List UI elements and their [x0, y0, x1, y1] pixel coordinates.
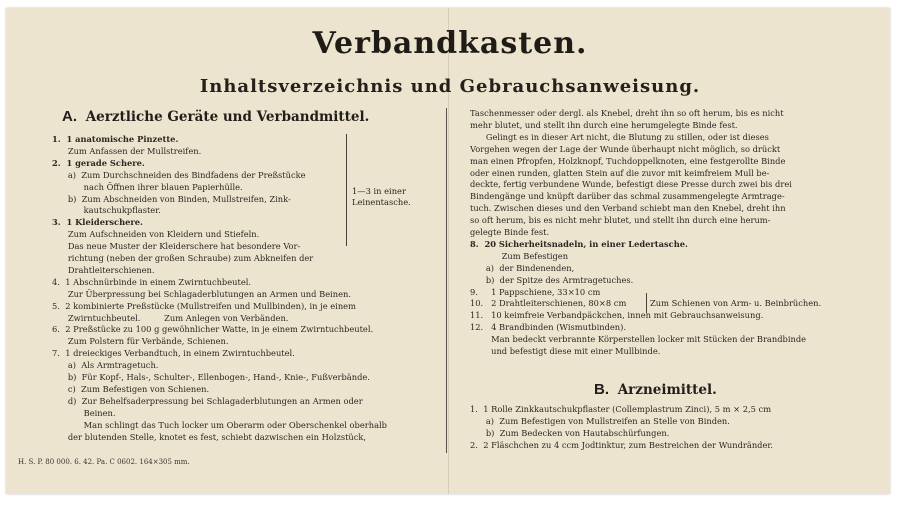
document-subtitle: Inhaltsverzeichnis und Gebrauchsanweisung. — [199, 76, 701, 97]
brace-note-splints: Zum Schienen von Arm- u. Beinbrüchen. — [650, 298, 822, 308]
text-line: Man schlingt das Tuch locker um Oberarm oder Oberschenkel oberhalb — [52, 419, 387, 430]
text-line: 8. 20 Sicherheitsnadeln, in einer Ledertasche. — [470, 238, 688, 249]
text-line: Man bedeckt verbrannte Körperstellen locker mit Stücken der Brandbinde — [470, 334, 807, 345]
text-line: a) der Bindenenden, — [470, 262, 575, 273]
text-line: c) Zum Befestigen von Schienen. — [52, 383, 210, 394]
text-line: und befestigt diese mit einer Mullbinde. — [470, 346, 661, 356]
text-line: 11. 10 keimfreie Verbandpäckchen, innen mit Gebrauchsanweisung. — [470, 310, 764, 321]
section-b-title: Arzneimittel. — [617, 382, 717, 398]
text-line: a) Als Armtragetuch. — [52, 360, 159, 371]
brace-items-1-3 — [340, 134, 347, 246]
text-line: deckte, fertig verbundene Wunde, befestigt diese Presse durch zwei bis drei — [470, 179, 792, 190]
text-line: Beinen. — [52, 407, 116, 418]
section-a-title: Aerztliche Geräte und Verbandmittel. — [85, 109, 370, 125]
text-line: gelegte Binde fest. — [470, 227, 550, 237]
text-line: Vorgehen wegen der Lage der Wunde überhaupt nicht möglich, so drückt — [470, 143, 781, 154]
text-line: a) Zum Durchschneiden des Bindfadens der Preßstücke — [52, 169, 306, 180]
text-line: der blutenden Stelle, knotet es fest, schiebt dazwischen ein Holzstück, — [52, 431, 367, 442]
text-line: Zwirntuchbeutel. Zum Anlegen von Verbänden. — [52, 312, 289, 323]
text-line: 2. 1 gerade Schere. — [52, 157, 145, 168]
text-line: richtung (neben der großen Schraube) zum Abkneifen der — [52, 253, 314, 263]
text-line: Taschenmesser oder dergl. als Knebel, dreht ihn so oft herum, bis es nicht — [470, 108, 784, 118]
text-line: 4. 1 Abschnürbinde in einem Zwirntuchbeutel. — [52, 276, 252, 287]
text-line: kautschukpflaster. — [52, 205, 161, 216]
section-b-heading — [594, 381, 717, 398]
text-line: tuch. Zwischen dieses und den Verband schiebt man den Knebel, dreht ihn — [470, 203, 786, 214]
print-footer: H. S. P. 80 000. 6. 42. Pa. C 0602. 164×305 mm. — [18, 458, 190, 466]
text-line: Zum Aufschneiden von Kleidern und Stiefeln. — [52, 229, 260, 240]
text-line: Drahtleiterschienen. — [52, 264, 155, 275]
text-line: man einen Pfropfen, Holzknopf, Tuchdoppelknoten, eine festgerollte Binde — [470, 155, 786, 166]
text-line: so oft herum, bis es nicht mehr blutet, und stellt ihn durch eine herum- — [470, 215, 771, 226]
column-divider — [446, 108, 447, 453]
document-title: Verbandkasten. — [312, 26, 588, 61]
text-line: 10. 2 Drahtleiterschienen, 80×8 cm — [470, 298, 627, 309]
text-line: b) Zum Bedecken von Hautabschürfungen. — [470, 427, 670, 438]
brace-note-line-2: Leinentasche. — [352, 197, 411, 207]
text-line: Zum Polstern für Verbände, Schienen. — [52, 336, 229, 347]
text-line: Zum Befestigen — [470, 250, 569, 261]
text-line: 1. 1 anatomische Pinzette. — [52, 134, 179, 144]
text-line: 7. 1 dreieckiges Verbandtuch, in einem Zwirntuchbeutel. — [52, 348, 295, 359]
text-line: Zur Überpressung bei Schlagaderblutungen an Armen und Beinen. — [52, 288, 351, 299]
text-line: 2. 2 Fläschchen zu 4 ccm Jodtinktur, zum Bestreichen der Wundränder. — [470, 439, 774, 450]
text-line: b) der Spitze des Armtragetuches. — [470, 274, 634, 285]
text-line: a) Zum Befestigen von Mullstreifen an Stelle von Binden. — [470, 415, 730, 426]
text-line: 5. 2 kombinierte Preßstücke (Mullstreifen und Mullbinden), in je einem — [52, 300, 356, 311]
section-a-letter: A. — [62, 108, 77, 125]
text-line: Gelingt es in dieser Art nicht, die Blutung zu stillen, oder ist dieses — [470, 131, 769, 142]
text-line: d) Zur Behelfsaderpressung bei Schlagaderblutungen an Armen oder — [52, 395, 363, 406]
section-a-heading — [62, 108, 369, 125]
text-line: Zum Anfassen der Mullstreifen. — [52, 145, 202, 156]
brace-items-9-10 — [641, 293, 647, 313]
text-line: b) Für Kopf-, Hals-, Schulter-, Ellenbogen-, Hand-, Knie-, Fußverbände. — [52, 372, 370, 382]
brace-note-line-1: 1—3 in einer — [352, 186, 406, 196]
text-line: Das neue Muster der Kleiderschere hat besondere Vor- — [52, 241, 301, 252]
text-line: 1. 1 Rolle Zinkkautschukpflaster (Collemplastrum Zinci), 5 m × 2,5 cm — [470, 404, 772, 414]
text-line: b) Zum Abschneiden von Binden, Mullstreifen, Zink- — [52, 193, 291, 204]
text-line: mehr blutet, und stellt ihn durch eine herumgelegte Binde fest. — [470, 119, 738, 130]
text-line: 6. 2 Preßstücke zu 100 g gewöhnlicher Watte, in je einem Zwirntuchbeutel. — [52, 324, 374, 335]
text-line: 12. 4 Brandbinden (Wismutbinden). — [470, 322, 627, 333]
text-line: 3. 1 Kleiderschere. — [52, 217, 143, 228]
section-b-letter: B. — [594, 381, 609, 398]
text-line: Bindengänge und knüpft darüber das schmal zusammengelegte Armtrage- — [470, 191, 785, 202]
text-line: 9. 1 Pappschiene, 33×10 cm — [470, 286, 601, 297]
text-line: oder einen runden, glatten Stein auf die zuvor mit keimfreiem Mull be- — [470, 167, 770, 178]
text-line: nach Öffnen ihrer blauen Papierhülle. — [52, 181, 243, 192]
